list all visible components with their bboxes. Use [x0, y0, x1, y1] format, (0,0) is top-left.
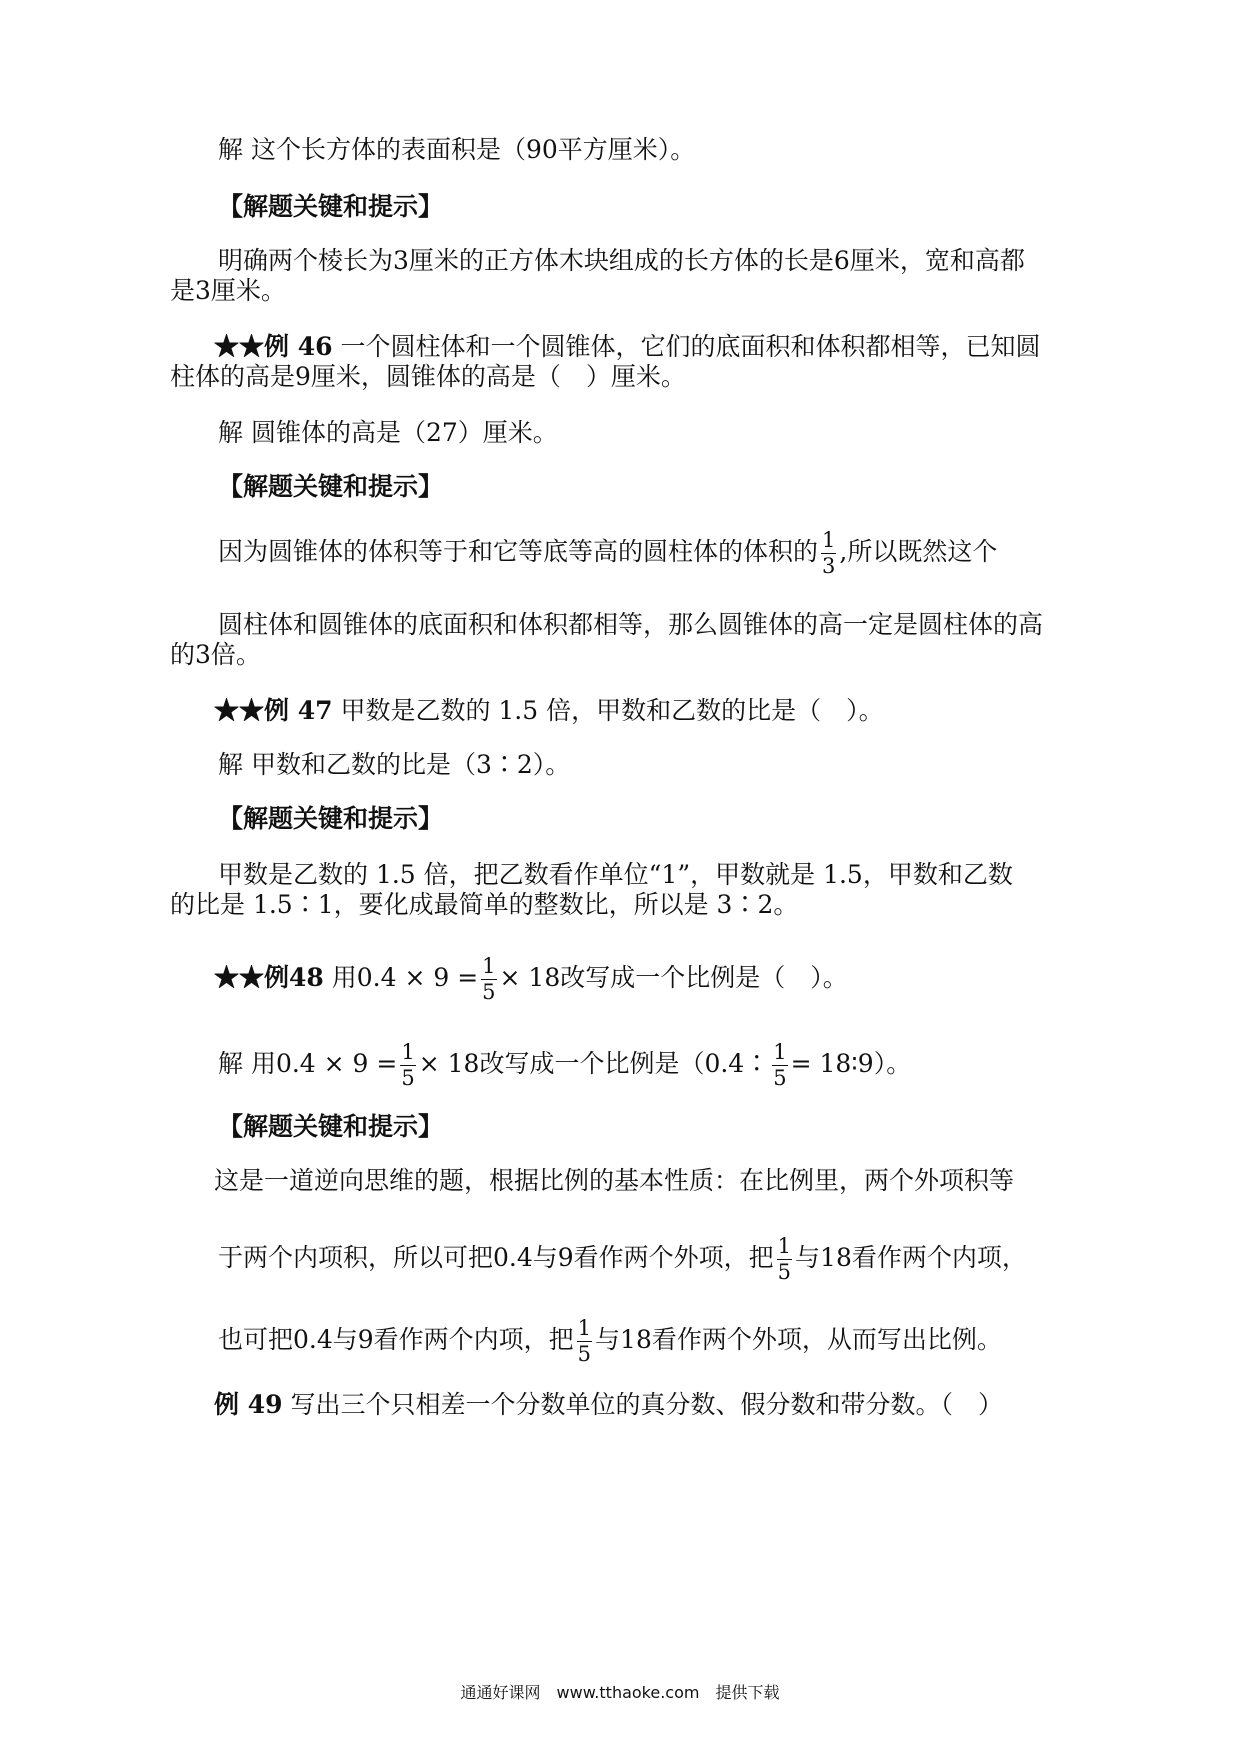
text: ,所以既然这个: [839, 537, 998, 566]
page-footer: 通通好课网 www.tthaoke.com 提供下载: [460, 1683, 780, 1702]
text: 解 用0.4 × 9 =: [218, 1049, 398, 1078]
text: 于两个内项积，所以可把0.4与9看作两个外项，把: [218, 1243, 774, 1272]
hint-text-46-line2: 圆柱体和圆锥体的底面积和体积都相等，那么圆锥体的高一定是圆柱体的高: [218, 610, 1044, 639]
denominator: 5: [401, 1066, 415, 1090]
hint-text-45-line2: 是3厘米。: [170, 276, 286, 305]
example-text: 写出三个只相差一个分数单位的真分数、假分数和带分数。（ ）: [282, 1390, 1003, 1419]
denominator: 5: [482, 980, 496, 1004]
text: × 18改写成一个比例是（ ）。: [499, 963, 848, 992]
text: 与18看作两个外项，从而写出比例。: [595, 1325, 1002, 1354]
hint-heading: 【解题关键和提示】: [218, 192, 444, 221]
example-label: ★★例 47: [214, 696, 333, 725]
numerator: 1: [577, 1316, 592, 1340]
denominator: 5: [773, 1066, 787, 1090]
example-label: ★★例 46: [214, 332, 333, 361]
numerator: 1: [773, 1040, 787, 1064]
hint-text-47-line2: 的比是 1.5∶1，要化成最简单的整数比，所以是 3∶2。: [170, 890, 799, 919]
example-46-line2: 柱体的高是9厘米，圆锥体的高是（ ）厘米。: [170, 362, 686, 391]
hint-text-48-line2: [218, 1236, 1027, 1283]
answer-46: 解 圆锥体的高是（27）厘米。: [218, 418, 558, 447]
text: × 18改写成一个比例是（0.4∶: [418, 1049, 770, 1078]
numerator: 1: [777, 1234, 792, 1258]
fraction-one-fifth: [777, 1236, 792, 1283]
example-text: 甲数是乙数的 1.5 倍，甲数和乙数的比是（ ）。: [332, 696, 884, 725]
denominator: 5: [777, 1260, 792, 1284]
answer-47: 解 甲数和乙数的比是（3∶2）。: [218, 750, 571, 779]
example-49: [214, 1388, 1003, 1422]
fraction-one-fifth: [772, 1042, 787, 1089]
hint-text-47-line1: 甲数是乙数的 1.5 倍，把乙数看作单位“1”，甲数就是 1.5，甲数和乙数: [218, 860, 1013, 889]
example-label: 例 49: [214, 1390, 283, 1419]
example-47: [214, 694, 884, 728]
text: 也可把0.4与9看作两个内项，把: [218, 1325, 574, 1354]
hint-text-46-line1: [218, 530, 997, 577]
fraction-one-fifth: [400, 1042, 415, 1089]
numerator: 1: [482, 954, 496, 978]
example-text: 一个圆柱体和一个圆锥体，它们的底面积和体积都相等，已知圆: [332, 332, 1041, 361]
example-48: [214, 956, 848, 1003]
denominator: 5: [577, 1342, 592, 1366]
fraction-one-third: [821, 530, 836, 577]
numerator: 1: [822, 528, 836, 552]
hint-text-46-line3: 的3倍。: [170, 640, 261, 669]
text: = 18∶9）。: [790, 1049, 912, 1078]
hint-heading: 【解题关键和提示】: [218, 472, 444, 501]
answer-48: [218, 1042, 911, 1089]
text: 与18看作两个内项，: [795, 1243, 1027, 1272]
fraction-one-fifth: [577, 1318, 592, 1365]
example-46-line1: [214, 330, 1040, 364]
example-label: ★★例48: [214, 963, 324, 992]
text: 因为圆锥体的体积等于和它等底等高的圆柱体的体积的: [218, 537, 819, 566]
hint-text-48-line3: [218, 1318, 1002, 1365]
hint-heading: 【解题关键和提示】: [218, 804, 444, 833]
hint-text-45-line1: 明确两个棱长为3厘米的正方体木块组成的长方体的长是6厘米，宽和高都: [218, 246, 1025, 275]
fraction-one-fifth: [481, 956, 496, 1003]
numerator: 1: [401, 1040, 415, 1064]
text: 用0.4 × 9 =: [323, 963, 479, 992]
hint-text-48-line1: 这是一道逆向思维的题，根据比例的基本性质：在比例里，两个外项积等: [214, 1166, 1015, 1195]
denominator: 3: [822, 554, 836, 578]
hint-heading: 【解题关键和提示】: [218, 1112, 444, 1141]
answer-45: 解 这个长方体的表面积是（90平方厘米）。: [218, 135, 696, 164]
